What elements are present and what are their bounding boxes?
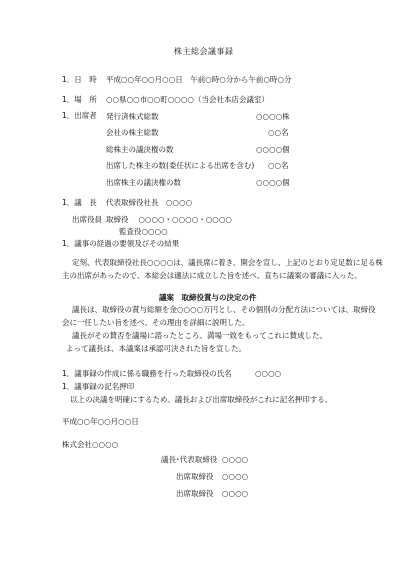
signature-role: 出席取締役 xyxy=(176,472,214,481)
attendee-row-label: 発行済株式総数 xyxy=(106,112,159,121)
attendee-row-value: ○○名 xyxy=(268,161,289,170)
minutes-maker-label: 1．議事録の作成に係る職務を行った取締役の氏名 xyxy=(62,369,232,378)
attendee-row-value: ○○○○株 xyxy=(256,112,290,121)
attendee-row-value: ○○○○個 xyxy=(256,178,290,187)
opening-line: 定刻、代表取締役社長○○○○は、議長席に着き、開会を宣し、上記のとおり定足数に足る株 xyxy=(72,258,383,267)
chair-label: 1．議 長 xyxy=(62,198,97,207)
attendee-row-value: ○○名 xyxy=(268,128,289,137)
minutes-maker-value: ○○○○ xyxy=(255,369,282,378)
date-label: 1．日 時 xyxy=(62,75,97,84)
signature-role: 出席取締役 xyxy=(176,489,214,498)
chair-value: 代表取締役社長 ○○○○ xyxy=(106,198,193,207)
signature-name: ○○○○ xyxy=(222,472,249,481)
company-name: 株式会社○○○○ xyxy=(62,440,119,449)
attendee-row-value: ○○○○個 xyxy=(256,145,290,154)
agenda-line: 議長は、取締役の賞与総額を金○○○○万円とし、その個別の分配方法については、取締役 xyxy=(72,305,376,314)
date-value: 平成○○年○○月○○日 午前○時○分から午前○時○分 xyxy=(106,75,292,84)
officers-directors: 取締役 ○○○○・○○○○・○○○○ xyxy=(106,215,232,224)
place-label: 1．場 所 xyxy=(62,95,97,104)
attendee-row-label: 出席した株主の数(委任状による出席を含む) xyxy=(106,161,255,170)
officers-label: 出席役員 xyxy=(72,215,102,224)
agenda-line: 議長がその賛否を議場に諮ったところ、満場一致をもってこれに賛成した。 xyxy=(72,331,327,340)
agenda-line: よって議長は、本議案は承認可決された旨を宣した。 xyxy=(66,344,246,353)
seal-text: 以上の決議を明確にするため、議長および出席取締役がこれに記名押印する。 xyxy=(70,395,333,404)
attendee-row-label: 出席株主の議決権の数 xyxy=(106,178,181,187)
attendees-label: 1．出席者 xyxy=(62,111,97,120)
agenda-line: 会に一任したい旨を述べ、その理由を詳細に説明した。 xyxy=(62,318,250,327)
signature-name: ○○○○ xyxy=(222,489,249,498)
seal-label: 1．議事録の記名押印 xyxy=(62,382,135,391)
opening-line: 主の出席があったので、本総会は適法に成立した旨を述べ、直ちに議案の審議に入った。 xyxy=(62,271,362,280)
signature-name: ○○○○ xyxy=(222,455,249,464)
agenda-title: 議案 取締役賞与の決定の件 xyxy=(159,293,257,302)
page-title: 株主総会議事録 xyxy=(174,47,234,56)
officers-auditor: 監査役○○○○ xyxy=(119,227,168,236)
document-date: 平成○○年○○月○○日 xyxy=(62,417,139,426)
attendee-row-label: 会社の株主総数 xyxy=(106,128,159,137)
attendee-row-label: 総株主の議決権の数 xyxy=(106,145,174,154)
signature-role: 議長･代表取締役 xyxy=(161,455,218,464)
proceedings-heading: 1．議事の経過の要領及びその結果 xyxy=(62,239,180,248)
place-value: ○○県○○市○○町○○○○（当会社本店会議室） xyxy=(106,95,269,104)
